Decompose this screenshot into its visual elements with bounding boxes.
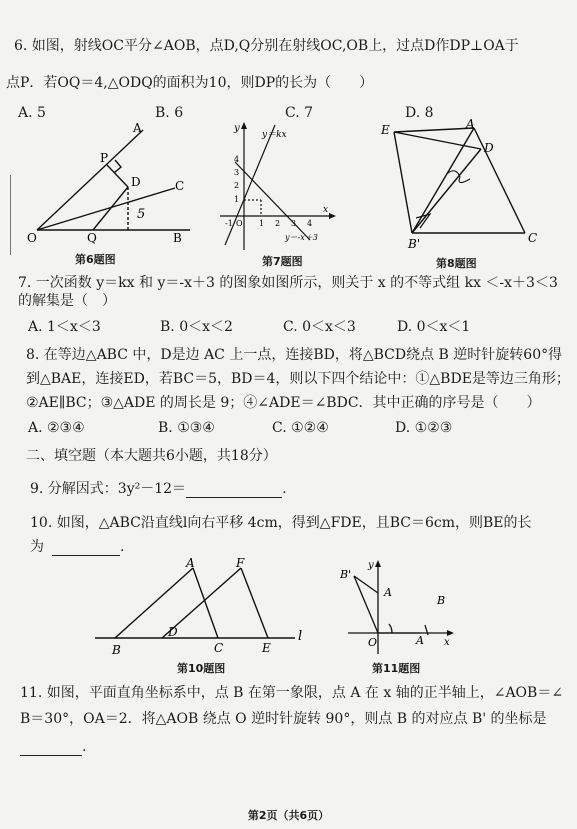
q6-line2: 点P．若OQ＝4,△ODQ的面积为10，则DP的长为（ ） bbox=[6, 75, 374, 91]
q6-option-a: A. 5 bbox=[18, 105, 46, 121]
fig11-label-x: x bbox=[444, 637, 450, 648]
q8-line2: 到△BAE，连接ED，若BC＝5，BD＝4，则以下四个结论中：①△BDE是等边三角形； bbox=[26, 371, 570, 387]
fig6-label-a: A bbox=[133, 121, 142, 135]
fig7-label-x: x bbox=[323, 205, 329, 215]
q10-text: 为 bbox=[30, 539, 44, 555]
section-2-title: 二、填空题（本大题共6小题，共18分） bbox=[26, 448, 277, 464]
fig7-tick-x1: 1 bbox=[259, 219, 265, 228]
fig7-origin: O bbox=[236, 219, 243, 228]
fig11-label-o: O bbox=[368, 636, 378, 649]
fig6-label-c: C bbox=[175, 179, 185, 193]
q11-end: . bbox=[82, 739, 87, 755]
q11-line2: B＝30°，OA＝2．将△AOB 绕点 O 逆时针旋转 90°，则点 B 的对应点 B' 的坐标是 bbox=[20, 711, 547, 727]
fig8-caption: 第8题图 bbox=[436, 257, 477, 270]
figure-8 bbox=[378, 118, 548, 253]
fig6-label-d: D bbox=[131, 175, 141, 189]
fig11-label-b: B bbox=[437, 594, 446, 607]
fig7-tick-y3: 3 bbox=[234, 168, 240, 177]
fig7-caption: 第7题图 bbox=[262, 255, 303, 268]
fig10-label-e: E bbox=[262, 641, 271, 655]
q11-line3 bbox=[20, 738, 86, 756]
q8-line3: ②AE∥BC；③△ADE 的周长是 9；④∠ADE＝∠BDC．其中正确的序号是（ ） bbox=[26, 395, 541, 411]
q6-option-d: D. 8 bbox=[405, 105, 434, 121]
fig8-label-d: D bbox=[484, 141, 494, 155]
page-footer: 第2页（共6页） bbox=[247, 809, 330, 822]
margin-mark bbox=[10, 175, 11, 255]
fig6-label-o: O bbox=[27, 231, 37, 245]
fig10-label-b: B bbox=[112, 643, 121, 657]
fig11-label-a: A bbox=[416, 634, 424, 647]
q11-answer-blank[interactable] bbox=[20, 741, 82, 756]
fig10-label-a: A bbox=[186, 558, 195, 570]
q7-line1: 7. 一次函数 y＝kx 和 y＝-x＋3 的图象如图所示，则关于 x 的不等式组 kx ＜-x＋3＜3 bbox=[18, 275, 558, 291]
q7-option-d: D. 0＜x＜1 bbox=[397, 319, 471, 335]
fig6-label-p: P bbox=[100, 151, 109, 165]
fig7-tick-x2: 2 bbox=[275, 219, 281, 228]
fig10-label-l: l bbox=[298, 629, 303, 644]
q10-end: . bbox=[120, 539, 125, 555]
q7-option-b: B. 0＜x＜2 bbox=[160, 319, 233, 335]
q10-line2 bbox=[30, 538, 124, 556]
q8-option-d: D. ①②③ bbox=[395, 420, 453, 436]
fig7-tick-xneg1: -1 bbox=[225, 219, 233, 228]
fig7-tick-y4: 4 bbox=[234, 155, 240, 164]
q8-option-b: B. ①③④ bbox=[158, 420, 215, 436]
q10-answer-blank[interactable] bbox=[52, 541, 120, 556]
fig11-label-a-upper: A bbox=[384, 586, 392, 599]
q8-line1: 8. 在等边△ABC 中，D是边 AC 上一点，连接BD，将△BCD绕点 B 逆时针旋转60°得 bbox=[26, 347, 563, 363]
figure-6 bbox=[25, 120, 195, 250]
q6-line1: 6. 如图，射线OC平分∠AOB，点D,Q分别在射线OC,OB上，过点D作DP⊥OA于 bbox=[14, 38, 519, 54]
fig7-tick-x4: 4 bbox=[307, 219, 313, 228]
fig6-label-b: B bbox=[173, 231, 182, 245]
figure-10 bbox=[90, 558, 315, 658]
fig8-label-e: E bbox=[381, 123, 390, 137]
q6-option-b: B. 6 bbox=[155, 105, 184, 121]
q9-answer-blank[interactable] bbox=[186, 483, 282, 498]
q10-line1: 10. 如图，△ABC沿直线l向右平移 4cm，得到△FDE，且BC＝6cm，则BE的长 bbox=[30, 515, 532, 531]
fig10-caption: 第10题图 bbox=[177, 662, 226, 675]
q7-option-c: C. 0＜x＜3 bbox=[283, 319, 356, 335]
fig8-label-a: A bbox=[466, 118, 475, 131]
fig10-label-c: C bbox=[214, 641, 224, 655]
fig7-tick-y1: 1 bbox=[234, 195, 240, 204]
fig11-label-y: y bbox=[368, 560, 374, 571]
q6-option-c: C. 7 bbox=[285, 105, 314, 121]
fig10-label-d: D bbox=[168, 625, 178, 639]
fig6-handwritten-5: 5 bbox=[137, 207, 146, 222]
q9-text: 9. 分解因式：3y²－12＝ bbox=[30, 481, 187, 497]
q9-end: . bbox=[282, 481, 287, 497]
q8-option-a: A. ②③④ bbox=[28, 420, 85, 436]
q7-line2: 的解集是（ ） bbox=[18, 293, 116, 309]
fig7-tick-x3: 3 bbox=[291, 219, 297, 228]
q11-line1: 11. 如图，平面直角坐标系中，点 B 在第一象限，点 A 在 x 轴的正半轴上，∠AOB＝∠ bbox=[20, 685, 564, 701]
fig11-caption: 第11题图 bbox=[372, 662, 421, 675]
fig10-label-f: F bbox=[236, 558, 245, 570]
fig11-label-bprime: B' bbox=[340, 568, 352, 581]
fig6-caption: 第6题图 bbox=[75, 253, 116, 266]
figure-7 bbox=[215, 120, 340, 255]
fig7-label-ykx: y＝kx bbox=[262, 130, 287, 140]
fig7-label-y: y bbox=[234, 123, 240, 134]
q7-option-a: A. 1＜x＜3 bbox=[28, 319, 101, 335]
q8-option-c: C. ①②④ bbox=[272, 420, 329, 436]
fig8-label-c: C bbox=[528, 231, 538, 245]
fig7-tick-y2: 2 bbox=[234, 181, 240, 190]
fig6-label-q: Q bbox=[87, 231, 97, 245]
figure-11 bbox=[340, 556, 465, 658]
fig7-label-line2: y＝-x＋3 bbox=[285, 233, 318, 242]
fig8-label-b: B' bbox=[408, 237, 421, 251]
q9-line bbox=[30, 480, 287, 498]
